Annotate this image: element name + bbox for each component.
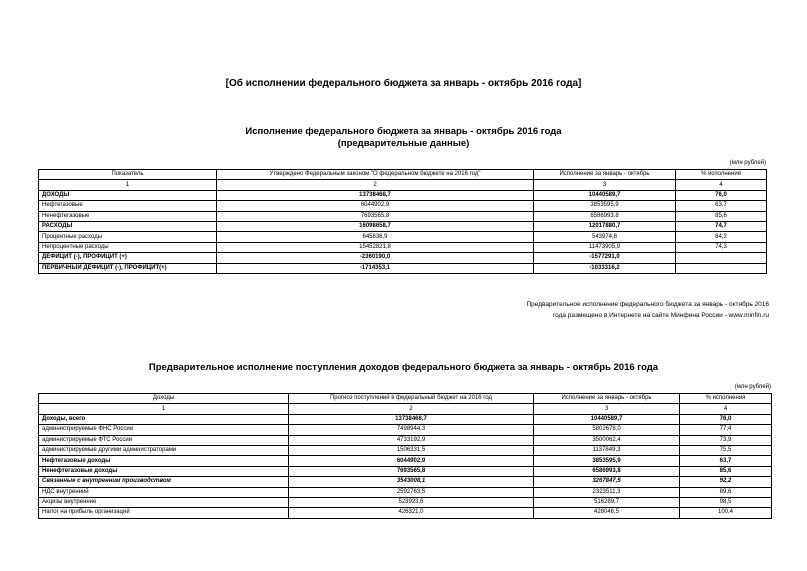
table-row: [39, 456, 772, 466]
table-row: [39, 414, 772, 424]
table-row: [39, 232, 767, 242]
row-value: 13738468,7: [289, 414, 534, 424]
table-row: [39, 445, 772, 455]
row-value: 16098658,7: [217, 221, 534, 231]
publication-note-line2: года размещено в Интернете на сайте Минфина России - www.minfin.ru: [552, 312, 769, 319]
column-number-row: [39, 404, 772, 414]
row-value: 3500062,4: [534, 435, 680, 445]
table-row: [39, 263, 767, 273]
row-label: Ненефтегазовые: [39, 211, 217, 221]
row-value: 1137849,3: [534, 445, 680, 455]
row-value: 10440589,7: [534, 414, 680, 424]
row-value: -1033316,2: [534, 263, 676, 273]
column-number: 3: [534, 180, 676, 190]
row-value: 6044902,9: [289, 456, 534, 466]
row-label: Связанные с внутренним производством: [39, 477, 289, 487]
row-label: Непроцентные расходы: [39, 242, 217, 252]
row-value: 2592763,5: [289, 487, 534, 497]
row-value: 75,5: [680, 445, 772, 455]
row-value: 77,4: [680, 425, 772, 435]
column-header: Исполнение за январь - октябрь: [534, 394, 680, 404]
row-value: 92,2: [680, 477, 772, 487]
row-label: Ненефтегазовые доходы: [39, 466, 289, 476]
row-value: 100,4: [680, 508, 772, 518]
row-label: Акцизы внутренние: [39, 497, 289, 507]
row-value: 7693565,8: [217, 211, 534, 221]
row-label: ПЕРВИЧНЫЙ ДЕФИЦИТ (-), ПРОФИЦИТ(+): [39, 263, 217, 273]
column-number: 2: [289, 404, 534, 414]
row-value: -1714353,1: [217, 263, 534, 273]
row-label: администрируемые другими администраторами: [39, 445, 289, 455]
column-number: 1: [39, 180, 217, 190]
row-value: 3853595,9: [534, 201, 676, 211]
row-value: 63,7: [676, 201, 767, 211]
section2-unit: (млн рублей): [734, 384, 771, 390]
row-value: 7498944,3: [289, 425, 534, 435]
table-row: [39, 242, 767, 252]
table-row: [39, 211, 767, 221]
row-value: 85,6: [680, 466, 772, 476]
row-value: 98,5: [680, 497, 772, 507]
table-header-row: [39, 394, 772, 404]
row-value: 645836,9: [217, 232, 534, 242]
row-value: 428046,5: [534, 508, 680, 518]
row-value: 7693565,8: [289, 466, 534, 476]
table-row: [39, 435, 772, 445]
table-row: [39, 508, 772, 518]
row-value: 15452821,8: [217, 242, 534, 252]
table-row: [39, 477, 772, 487]
table-row: [39, 201, 767, 211]
row-label: РАСХОДЫ: [39, 221, 217, 231]
table-row: [39, 221, 767, 231]
row-value: 73,9: [680, 435, 772, 445]
row-label: ДЕФИЦИТ (-), ПРОФИЦИТ (+): [39, 253, 217, 263]
table-row: [39, 190, 767, 200]
column-header: % исполнения: [680, 394, 772, 404]
row-value: [676, 263, 767, 273]
row-label: Нефтегазовые доходы: [39, 456, 289, 466]
row-value: 85,6: [676, 211, 767, 221]
section1-title-line1: Исполнение федерального бюджета за январь - октябрь 2016 года: [245, 126, 562, 137]
publication-note: [526, 299, 769, 321]
document-title: [Об исполнении федерального бюджета за январь - октябрь 2016 года]: [225, 78, 582, 89]
row-label: Процентные расходы: [39, 232, 217, 242]
row-label: администрируемые ФТС России: [39, 435, 289, 445]
budget-execution-table: [38, 169, 767, 274]
column-number: 3: [534, 404, 680, 414]
table-row: [39, 425, 772, 435]
row-value: 426321,0: [289, 508, 534, 518]
row-value: 76,0: [676, 190, 767, 200]
section1-title: [0, 126, 807, 150]
table-row: [39, 487, 772, 497]
section1-unit: (млн рублей): [729, 160, 766, 166]
row-value: -2360190,0: [217, 253, 534, 263]
table-row: [39, 253, 767, 263]
row-value: 84,2: [676, 232, 767, 242]
row-value: 6586993,8: [534, 211, 676, 221]
section1-title-line2: (предварительные данные): [337, 138, 470, 149]
row-label: ДОХОДЫ: [39, 190, 217, 200]
row-value: -1577291,0: [534, 253, 676, 263]
row-value: 3853595,9: [534, 456, 680, 466]
row-value: 2323511,3: [534, 487, 680, 497]
column-number: 4: [676, 180, 767, 190]
revenue-execution-table: [38, 393, 772, 519]
column-header: Доходы: [39, 394, 289, 404]
row-label: Доходы, всего: [39, 414, 289, 424]
row-label: Нефтегазовые: [39, 201, 217, 211]
row-value: 13738468,7: [217, 190, 534, 200]
column-header: % исполнения: [676, 170, 767, 180]
row-value: 74,7: [676, 221, 767, 231]
row-value: 6044902,9: [217, 201, 534, 211]
column-number: 2: [217, 180, 534, 190]
row-value: 5802678,0: [534, 425, 680, 435]
row-value: 74,3: [676, 242, 767, 252]
row-value: 1506331,5: [289, 445, 534, 455]
row-label: Налог на прибыль организаций: [39, 508, 289, 518]
row-value: 3543008,1: [289, 477, 534, 487]
column-header: Исполнение за январь - октябрь: [534, 170, 676, 180]
row-value: 11473905,9: [534, 242, 676, 252]
row-value: 543974,8: [534, 232, 676, 242]
column-number-row: [39, 180, 767, 190]
row-value: 76,0: [680, 414, 772, 424]
row-value: 516289,7: [534, 497, 680, 507]
row-value: 6586993,8: [534, 466, 680, 476]
column-number: 1: [39, 404, 289, 414]
row-label: администрируемые ФНС России: [39, 425, 289, 435]
row-value: 89,6: [680, 487, 772, 497]
row-value: 523923,6: [289, 497, 534, 507]
row-label: НДС внутренний: [39, 487, 289, 497]
row-value: 12017880,7: [534, 221, 676, 231]
table-row: [39, 497, 772, 507]
row-value: 3267847,5: [534, 477, 680, 487]
table-row: [39, 466, 772, 476]
row-value: 10440589,7: [534, 190, 676, 200]
column-header: Показатель: [39, 170, 217, 180]
section2-title: Предварительное исполнение поступления доходов федерального бюджета за январь - октябрь 2016 года: [148, 362, 659, 373]
publication-note-line1: Предварительное исполнение федерального бюджета за январь - октябрь 2016: [526, 301, 769, 308]
row-value: 4733192,9: [289, 435, 534, 445]
row-value: [676, 253, 767, 263]
column-header: Прогноз поступлений в федеральный бюджет на 2016 год: [289, 394, 534, 404]
column-header: Утверждено Федеральным законом "О федеральном бюджете на 2016 год": [217, 170, 534, 180]
row-value: 63,7: [680, 456, 772, 466]
table-header-row: [39, 170, 767, 180]
column-number: 4: [680, 404, 772, 414]
